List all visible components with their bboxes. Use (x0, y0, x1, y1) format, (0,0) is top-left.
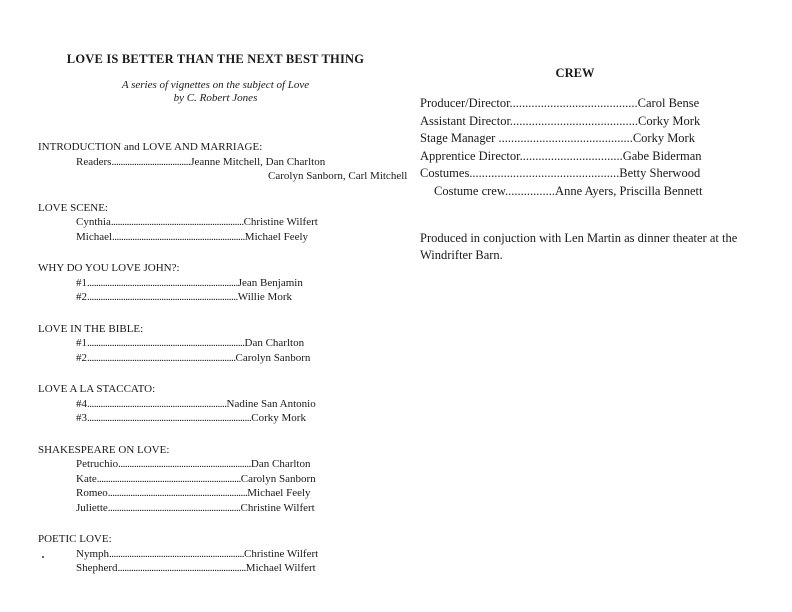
actor-name: Jeanne Mitchell, Dan Charlton (190, 155, 326, 168)
play-subtitle: A series of vignettes on the subject of Love (121, 79, 310, 91)
role-name: Readers (76, 155, 112, 168)
leader-dots: ........................................................... (107, 501, 241, 514)
actor-name: Michael Wilfert (245, 562, 316, 574)
cast-row (38, 351, 393, 366)
cast-list (38, 140, 408, 576)
actor-name: Michael Feely (247, 487, 311, 499)
leader-dots: ........................................................... (110, 216, 244, 228)
crew-row: Assistant Director.........................................Corky Mork (420, 113, 701, 128)
section-heading: LOVE SCENE: (38, 201, 108, 214)
cast-row (38, 230, 393, 245)
actor-name: Christine Wilfert (243, 216, 318, 228)
role-name: Michael (76, 230, 113, 243)
leader-dots: ...................................................................... (87, 337, 245, 349)
role-name: Shepherd (76, 562, 118, 574)
cast-row (38, 336, 393, 351)
actor-name: Carolyn Sanborn (240, 472, 316, 485)
role-name: #2 (76, 291, 87, 303)
role-name: Romeo (76, 487, 108, 499)
actor-name: Christine Wilfert (244, 547, 319, 560)
role-name: #4 (76, 397, 87, 410)
cast-section (38, 532, 393, 576)
section-heading: SHAKESPEARE ON LOVE: (38, 443, 170, 456)
cast-section (38, 261, 393, 305)
role-name: #3 (76, 412, 87, 424)
leader-dots: ................................... (111, 155, 191, 168)
actor-name: Christine Wilfert (240, 501, 315, 514)
cast-section (38, 201, 393, 245)
actor-name: Dan Charlton (244, 337, 305, 349)
role-name: Juliette (76, 501, 108, 514)
cast-row (38, 486, 393, 501)
leader-dots: ................................................................... (87, 276, 238, 289)
cast-row (38, 457, 393, 472)
leader-dots: ......................................................... (117, 562, 246, 574)
actor-name: Dan Charlton (250, 458, 311, 470)
crew-title: CREW (555, 66, 595, 80)
leader-dots: .............................................................. (107, 487, 248, 499)
section-heading: WHY DO YOU LOVE JOHN?: (38, 262, 180, 274)
leader-dots: ......................................................................... (87, 412, 252, 424)
cast-section (38, 382, 393, 426)
crew-row: Apprentice Director.................................Gabe Biderman (420, 148, 702, 163)
role-name: Cynthia (76, 216, 111, 228)
cast-section (38, 322, 393, 366)
crew-row: Costumes................................................Betty Sherwood (420, 166, 701, 180)
cast-row (38, 561, 393, 576)
actor-continuation: Carolyn Sanborn, Carl Mitchell (268, 170, 408, 182)
cast-row (38, 411, 393, 426)
crew-column (420, 66, 750, 264)
leader-dots: ........................................................... (112, 230, 245, 243)
cast-row (38, 215, 393, 230)
role-name: Kate (76, 472, 97, 485)
cast-row (38, 397, 393, 412)
actor-name: Corky Mork (251, 412, 306, 424)
actor-name: Willie Mork (237, 291, 292, 303)
cast-row (38, 290, 393, 305)
leader-dots: .................................................................. (87, 351, 236, 364)
actor-name: Nadine San Antonio (226, 397, 316, 410)
play-title: LOVE IS BETTER THAN THE NEXT BEST THING (66, 52, 365, 66)
cast-section (38, 443, 393, 516)
section-heading: POETIC LOVE: (38, 533, 112, 545)
role-name: #2 (76, 351, 87, 364)
leader-dots: ................................................................... (87, 291, 238, 303)
role-name: Nymph (76, 547, 109, 560)
leader-dots: ................................................................ (96, 472, 241, 485)
role-name: #1 (76, 337, 87, 349)
leader-dots: ............................................................ (109, 547, 244, 560)
cast-section (38, 140, 408, 184)
cast-row (38, 547, 393, 562)
section-heading: LOVE A LA STACCATO: (38, 383, 156, 395)
crew-row: Costume crew................Anne Ayers, Priscilla Bennett (434, 183, 703, 198)
actor-name: Michael Feely (244, 230, 309, 243)
production-note: Produced in conjuction with Len Martin as dinner theater at the Windrifter Barn. (420, 231, 738, 262)
actor-name: Carolyn Sanborn (235, 351, 311, 364)
section-heading: LOVE IN THE BIBLE: (38, 322, 144, 335)
section-heading: INTRODUCTION and LOVE AND MARRIAGE: (38, 141, 263, 153)
crew-row: Producer/Director.........................................Carol Bense (420, 96, 700, 110)
stray-mark (42, 556, 44, 558)
play-author: by C. Robert Jones (173, 92, 258, 104)
cast-row (38, 501, 393, 516)
role-name: Petruchio (76, 458, 119, 470)
cast-row (38, 276, 393, 291)
role-name: #1 (76, 276, 87, 289)
actor-name: Jean Benjamin (237, 276, 303, 289)
cast-row (38, 155, 393, 170)
cast-row (38, 472, 393, 487)
cast-column (38, 52, 408, 593)
leader-dots: .............................................................. (87, 397, 227, 410)
leader-dots: ........................................................... (118, 458, 251, 470)
crew-row: Stage Manager ...........................................Corky Mork (420, 131, 695, 145)
